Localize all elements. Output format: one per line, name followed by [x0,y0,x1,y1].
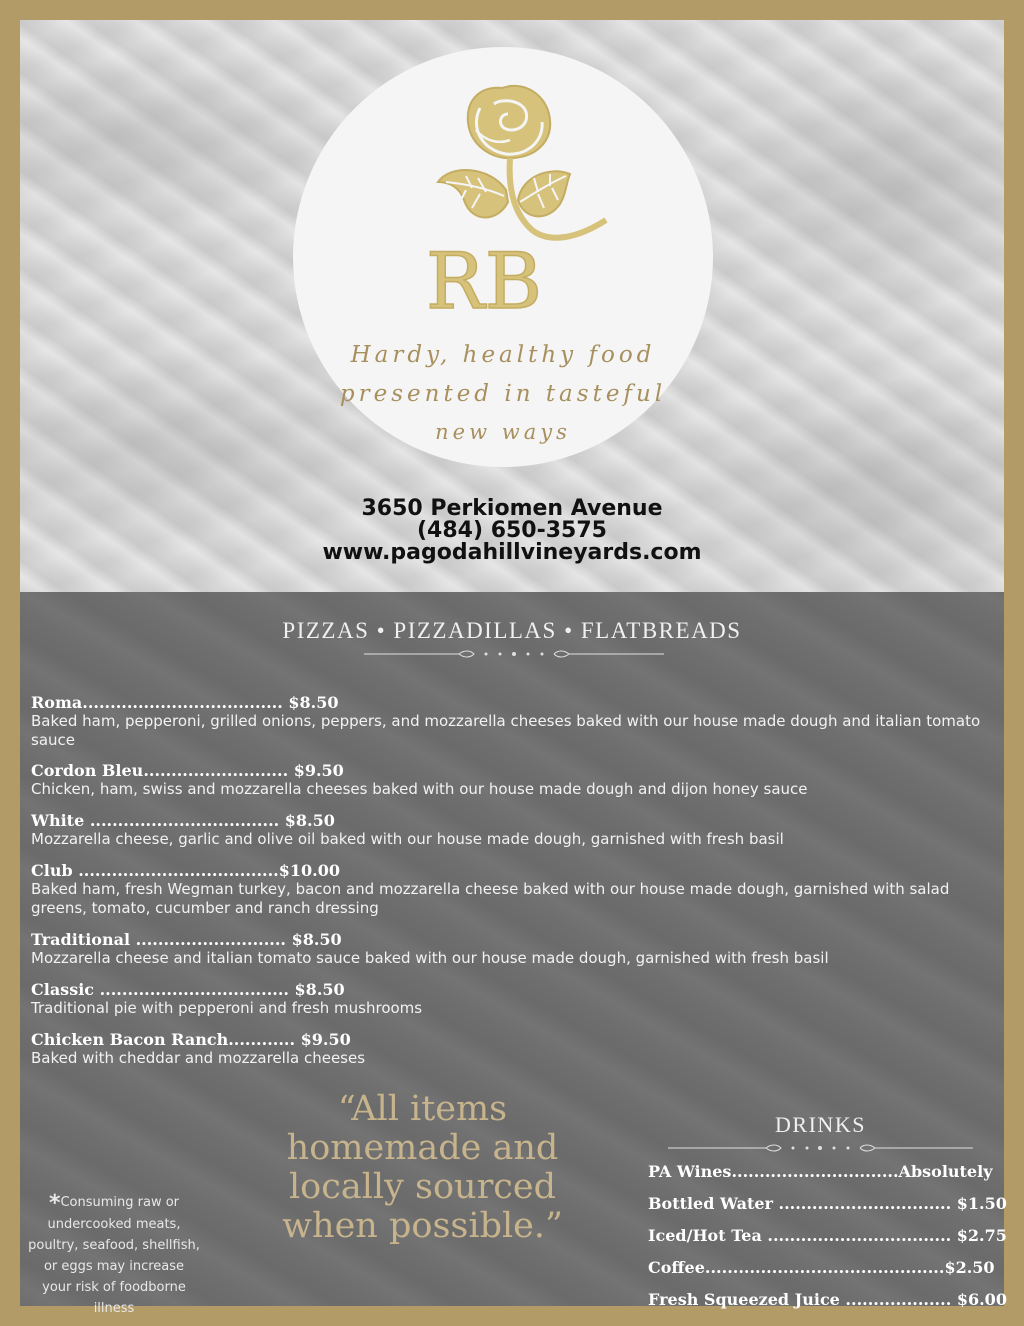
phone-text: (484) 650-3575 [417,518,607,543]
menu-item [31,762,996,799]
divider-ornament-icon [364,648,664,660]
menu-item [31,862,996,918]
drinks-title: DRINKS [775,1112,866,1137]
drink-item: PA Wines..............................Absolutely [648,1162,993,1181]
drink-price: $2.50 [944,1258,995,1277]
food-safety-disclaimer [28,1192,200,1319]
menu-item-description: Mozzarella cheese and italian tomato sauce baked with our house made dough, garnished with fresh basil [31,949,829,967]
drink-item: Bottled Water ............................... $1.50 [648,1194,1007,1213]
menu-item-title: Cordon Bleu.......................... $9.50 [31,761,344,780]
menu-item-description: Mozzarella cheese, garlic and olive oil baked with our house made dough, garnished with fresh basil [31,830,784,848]
tagline-line-1: Hardy, healthy food [350,342,656,368]
menu-item [31,694,996,750]
menu-item-title: White .................................. $8.50 [31,811,335,830]
drink-name: Iced/Hot Tea [648,1226,762,1245]
menu-item-description: Baked ham, fresh Wegman turkey, bacon and mozzarella cheese baked with our house made dough, garnished with salad greens, tomato, cucumber and ranch dressing [31,880,950,917]
drink-item: Fresh Squeezed Juice ................... $6.00 [648,1290,1007,1309]
menu-page [20,20,1007,1316]
drink-name: Coffee [648,1258,705,1277]
marble-header [20,20,1004,592]
drink-price: $6.00 [956,1290,1007,1309]
drink-item: Iced/Hot Tea ................................. $2.75 [648,1226,1007,1245]
drink-price: Absolutely [898,1162,993,1181]
menu-item-title: Chicken Bacon Ranch............ $9.50 [31,1030,351,1049]
menu-item-description: Traditional pie with pepperoni and fresh mushrooms [31,999,423,1017]
drink-item: Coffee...........................................$2.50 [648,1258,995,1277]
menu-item-title: Traditional ........................... $8.50 [31,930,342,949]
menu-panel [20,592,1007,1316]
address-text: 3650 Perkiomen Avenue [361,496,663,521]
menu-item-title: Classic .................................. $8.50 [31,980,345,999]
menu-item [31,931,996,968]
monogram-text: RB [426,237,543,327]
tagline-line-3: new ways [435,420,571,444]
menu-item-description: Chicken, ham, swiss and mozzarella cheeses baked with our house made dough and dijon honey sauce [31,780,808,798]
drink-price: $1.50 [956,1194,1007,1213]
drinks-divider-ornament-icon [668,1142,973,1154]
menu-item [31,1031,996,1068]
drink-price: $2.75 [956,1226,1007,1245]
tagline-line-2: presented in tasteful [339,381,667,407]
drink-name: Bottled Water [648,1194,773,1213]
homemade-quote: “All items homemade and locally sourced when possible.” [282,1089,563,1246]
menu-item-title: Roma.................................... $8.50 [31,693,339,712]
menu-item [31,812,996,849]
menu-item [31,981,996,1018]
section-title: PIZZAS • PIZZADILLAS • FLATBREADS [282,618,742,643]
website-link[interactable]: www.pagodahillvineyards.com [322,540,702,565]
menu-item-description: Baked with cheddar and mozzarella cheeses [31,1049,366,1067]
disclaimer-text: Consuming raw or undercooked meats, poultry, seafood, shellfish, or eggs may increase your risk of foodborne illness [28,1195,200,1316]
menu-item-description: Baked ham, pepperoni, grilled onions, peppers, and mozzarella cheeses baked with our house made dough and italian tomato sauce [31,712,981,749]
asterisk: * [48,1191,61,1216]
drink-name: Fresh Squeezed Juice [648,1290,840,1309]
drink-name: PA Wines [648,1162,732,1181]
menu-item-title: Club ....................................$10.00 [31,861,340,880]
rose-logo-icon [410,78,620,338]
